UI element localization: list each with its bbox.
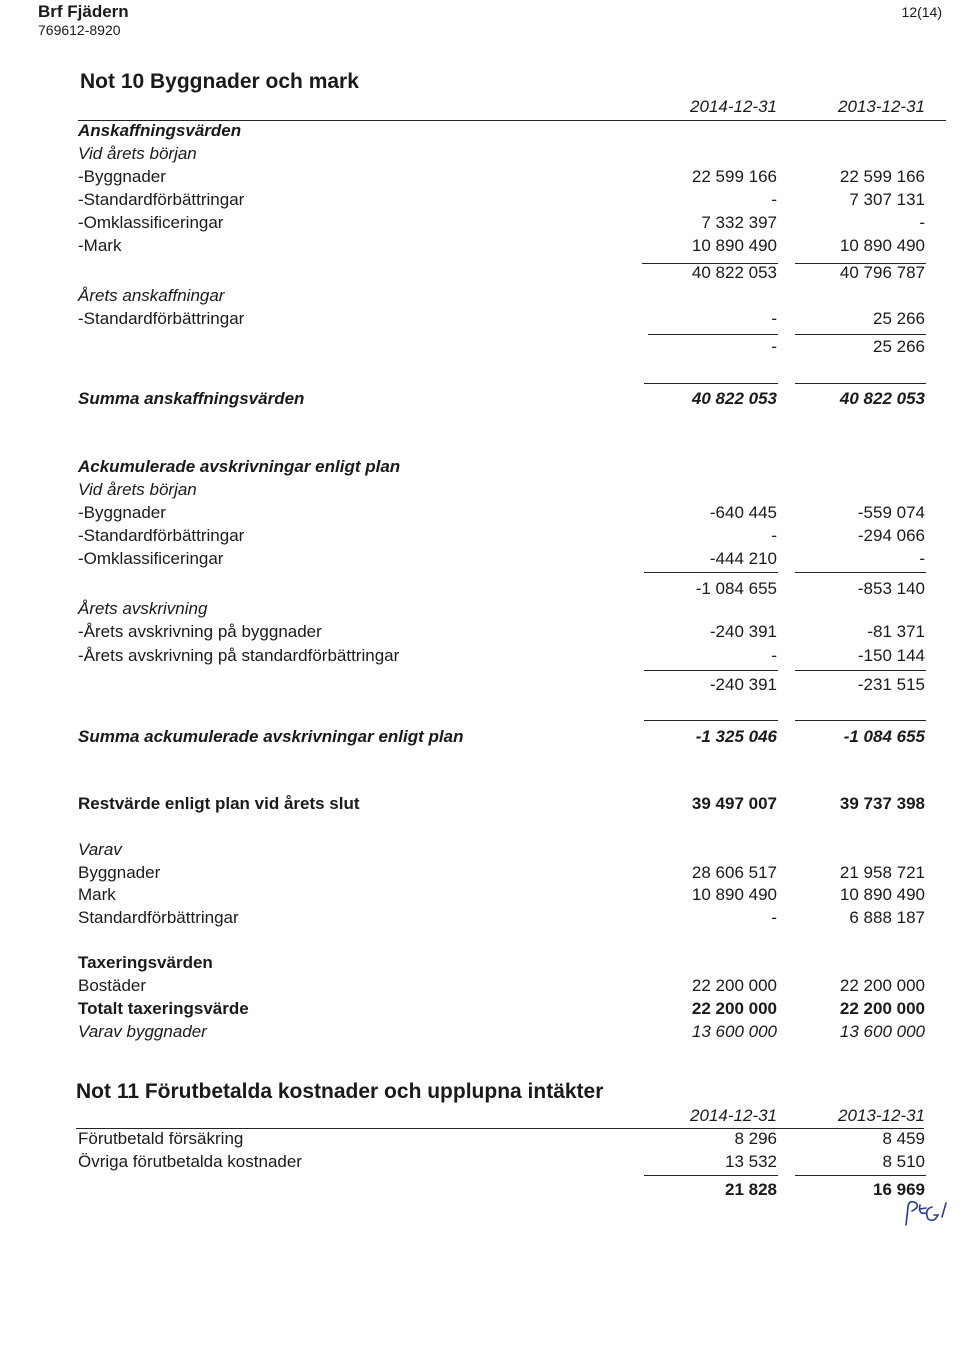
row-value-2014: 10 890 490: [691, 885, 777, 904]
row-label: -Byggnader: [78, 503, 166, 522]
company-name: Brf Fjädern: [38, 2, 129, 21]
row-value-2013: 25 266: [873, 337, 925, 356]
row-label: Bostäder: [78, 976, 147, 995]
row-label: Vid årets början: [78, 144, 197, 163]
row-value-2013: 10 890 490: [839, 236, 925, 255]
row-value-2013: 22 200 000: [839, 976, 925, 995]
row-value-2013: 16 969: [873, 1180, 925, 1199]
row-value-2014: -1 084 655: [695, 579, 777, 598]
row-value-2014: 13 600 000: [691, 1022, 777, 1041]
row-value-2014: 40 822 053: [691, 389, 777, 408]
row-value-2014: 8 296: [734, 1129, 777, 1148]
note11-row: [0, 1151, 960, 1173]
sum-line: [795, 1175, 926, 1176]
row-value-2014: -640 445: [709, 503, 777, 522]
row-label: -Årets avskrivning på byggnader: [78, 622, 322, 641]
row-label: Restvärde enligt plan vid årets slut: [78, 794, 360, 813]
row-value-2014: -: [771, 309, 777, 328]
row-value-2014: 10 890 490: [691, 236, 777, 255]
signature-initials: [902, 1195, 952, 1229]
row-label: Övriga förutbetalda kostnader: [78, 1152, 302, 1171]
row-value-2014: -: [771, 646, 777, 665]
row-value-2014: 22 200 000: [691, 999, 777, 1018]
note10-title: Not 10 Byggnader och mark: [80, 70, 359, 93]
row-value-2014: -1 325 046: [695, 727, 777, 746]
row-label: -Byggnader: [78, 167, 166, 186]
row-label: Summa ackumulerade avskrivningar enligt plan: [78, 727, 464, 746]
row-value-2013: -231 515: [857, 675, 925, 694]
row-label: -Årets avskrivning på standardförbättringar: [78, 646, 400, 665]
row-label: Varav: [78, 840, 122, 859]
row-value-2014: -444 210: [709, 549, 777, 568]
row-value-2014: 22 599 166: [691, 167, 777, 186]
row-label: -Standardförbättringar: [78, 309, 245, 328]
row-label: -Omklassificeringar: [78, 549, 224, 568]
row-value-2013: -1 084 655: [843, 727, 925, 746]
note10-col1-header: 2014-12-31: [690, 97, 777, 116]
row-value-2013: 13 600 000: [839, 1022, 925, 1041]
row-label: Årets avskrivning: [78, 599, 208, 618]
note11-col2-header: 2013-12-31: [838, 1106, 925, 1125]
row-label: -Standardförbättringar: [78, 526, 245, 545]
row-value-2013: -150 144: [857, 646, 925, 665]
row-label: Byggnader: [78, 863, 161, 882]
row-value-2013: -81 371: [867, 622, 925, 641]
row-value-2013: -: [919, 549, 925, 568]
row-value-2013: 25 266: [873, 309, 925, 328]
note10-col2-header: 2013-12-31: [838, 97, 925, 116]
row-value-2014: -: [771, 526, 777, 545]
row-label: Varav byggnader: [78, 1022, 207, 1041]
row-value-2014: 13 532: [725, 1152, 777, 1171]
row-value-2014: -: [771, 337, 777, 356]
row-value-2013: 8 459: [882, 1129, 925, 1148]
row-value-2013: 10 890 490: [839, 885, 925, 904]
row-value-2013: 40 796 787: [839, 263, 925, 282]
row-value-2014: 28 606 517: [691, 863, 777, 882]
row-label: Ackumulerade avskrivningar enligt plan: [78, 457, 401, 476]
row-value-2013: 21 958 721: [839, 863, 925, 882]
row-value-2013: -: [919, 213, 925, 232]
row-label: -Standardförbättringar: [78, 190, 245, 209]
note11-col1-header: 2014-12-31: [690, 1106, 777, 1125]
row-label: Totalt taxeringsvärde: [78, 999, 249, 1018]
row-value-2013: 6 888 187: [849, 908, 925, 927]
row-value-2014: 40 822 053: [691, 263, 777, 282]
row-label: Anskaffningsvärden: [78, 121, 242, 140]
row-value-2014: -: [771, 908, 777, 927]
row-label: Mark: [78, 885, 116, 904]
row-label: -Mark: [78, 236, 122, 255]
row-value-2013: -294 066: [857, 526, 925, 545]
note11-row: [0, 1128, 960, 1150]
row-value-2013: 40 822 053: [839, 389, 925, 408]
note11-row: [0, 1179, 960, 1201]
row-value-2014: 39 497 007: [691, 794, 777, 813]
row-label: -Omklassificeringar: [78, 213, 224, 232]
note11-title: Not 11 Förutbetalda kostnader och upplupna intäkter: [76, 1080, 604, 1103]
row-value-2013: 8 510: [882, 1152, 925, 1171]
row-label: Vid årets början: [78, 480, 197, 499]
row-value-2014: -: [771, 190, 777, 209]
sum-line: [644, 1175, 778, 1176]
row-value-2014: 22 200 000: [691, 976, 777, 995]
row-label: Standardförbättringar: [78, 908, 239, 927]
row-value-2014: 7 332 397: [701, 213, 777, 232]
row-value-2014: -240 391: [709, 622, 777, 641]
org-number: 769612-8920: [38, 22, 121, 38]
row-value-2014: 21 828: [725, 1180, 777, 1199]
row-label: Taxeringsvärden: [78, 953, 213, 972]
row-value-2014: -240 391: [709, 675, 777, 694]
row-label: Förutbetald försäkring: [78, 1129, 244, 1148]
row-label: Summa anskaffningsvärden: [78, 389, 305, 408]
row-value-2013: 7 307 131: [849, 190, 925, 209]
row-value-2013: 39 737 398: [839, 794, 925, 813]
row-value-2013: -853 140: [857, 579, 925, 598]
row-value-2013: -559 074: [857, 503, 925, 522]
page-number: 12(14): [901, 4, 942, 20]
row-value-2013: 22 200 000: [839, 999, 925, 1018]
row-value-2013: 22 599 166: [839, 167, 925, 186]
row-label: Årets anskaffningar: [78, 286, 225, 305]
